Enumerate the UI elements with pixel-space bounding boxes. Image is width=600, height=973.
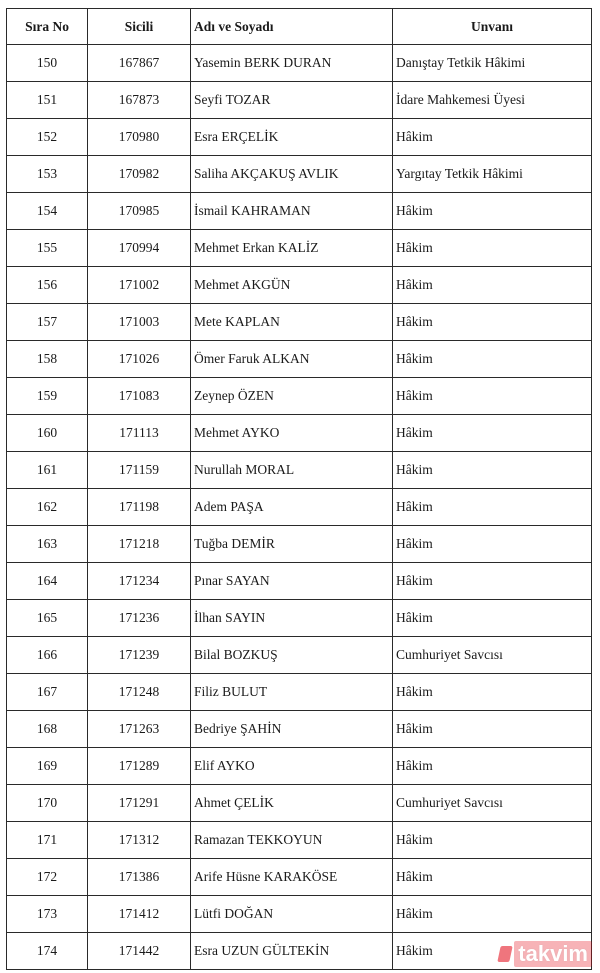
cell-sira-no: 174 (7, 933, 88, 970)
cell-sicili: 171026 (88, 341, 191, 378)
cell-sicili: 171159 (88, 452, 191, 489)
cell-unvani: Hâkim (393, 489, 592, 526)
table-row (7, 119, 592, 156)
cell-adi-soyadi: Mehmet AKGÜN (191, 267, 393, 304)
cell-sira-no: 171 (7, 822, 88, 859)
cell-sicili: 167867 (88, 45, 191, 82)
cell-sicili: 170980 (88, 119, 191, 156)
cell-adi-soyadi: Bedriye ŞAHİN (191, 711, 393, 748)
cell-sicili: 171234 (88, 563, 191, 600)
cell-unvani: Hâkim (393, 378, 592, 415)
table-row (7, 748, 592, 785)
cell-unvani: Hâkim (393, 822, 592, 859)
cell-unvani: Danıştay Tetkik Hâkimi (393, 45, 592, 82)
cell-unvani: Hâkim (393, 267, 592, 304)
header-sicili: Sicili (88, 9, 191, 45)
cell-sira-no: 160 (7, 415, 88, 452)
cell-adi-soyadi: Zeynep ÖZEN (191, 378, 393, 415)
cell-sira-no: 173 (7, 896, 88, 933)
table-row (7, 711, 592, 748)
cell-sira-no: 167 (7, 674, 88, 711)
cell-adi-soyadi: Filiz BULUT (191, 674, 393, 711)
cell-adi-soyadi: Esra ERÇELİK (191, 119, 393, 156)
table-row (7, 45, 592, 82)
cell-unvani: Hâkim (393, 452, 592, 489)
cell-sicili: 171236 (88, 600, 191, 637)
personnel-table (6, 8, 592, 970)
cell-adi-soyadi: Elif AYKO (191, 748, 393, 785)
table-row (7, 378, 592, 415)
cell-sira-no: 163 (7, 526, 88, 563)
cell-unvani: Hâkim (393, 896, 592, 933)
cell-sicili: 170985 (88, 193, 191, 230)
cell-sicili: 171003 (88, 304, 191, 341)
cell-sira-no: 152 (7, 119, 88, 156)
cell-sicili: 171289 (88, 748, 191, 785)
cell-unvani: Cumhuriyet Savcısı (393, 785, 592, 822)
cell-sira-no: 156 (7, 267, 88, 304)
cell-unvani: Hâkim (393, 563, 592, 600)
table-row (7, 563, 592, 600)
cell-adi-soyadi: Mete KAPLAN (191, 304, 393, 341)
cell-sicili: 171239 (88, 637, 191, 674)
cell-adi-soyadi: Mehmet Erkan KALİZ (191, 230, 393, 267)
table-body (7, 45, 592, 970)
table-row (7, 267, 592, 304)
cell-sira-no: 164 (7, 563, 88, 600)
table-row (7, 304, 592, 341)
cell-sicili: 171002 (88, 267, 191, 304)
table-row (7, 193, 592, 230)
cell-sicili: 170994 (88, 230, 191, 267)
cell-sicili: 171312 (88, 822, 191, 859)
cell-adi-soyadi: Lütfi DOĞAN (191, 896, 393, 933)
cell-sira-no: 157 (7, 304, 88, 341)
cell-unvani: Hâkim (393, 933, 592, 970)
table-row (7, 82, 592, 119)
table-row (7, 896, 592, 933)
cell-adi-soyadi: Mehmet AYKO (191, 415, 393, 452)
cell-unvani: Hâkim (393, 341, 592, 378)
cell-sira-no: 162 (7, 489, 88, 526)
table-row (7, 637, 592, 674)
table-row (7, 415, 592, 452)
cell-sira-no: 161 (7, 452, 88, 489)
table-row (7, 674, 592, 711)
table-row (7, 785, 592, 822)
cell-sira-no: 154 (7, 193, 88, 230)
cell-sira-no: 165 (7, 600, 88, 637)
cell-unvani: İdare Mahkemesi Üyesi (393, 82, 592, 119)
table-row (7, 230, 592, 267)
cell-sira-no: 168 (7, 711, 88, 748)
cell-sicili: 171218 (88, 526, 191, 563)
cell-sicili: 171263 (88, 711, 191, 748)
table-row (7, 489, 592, 526)
cell-unvani: Hâkim (393, 711, 592, 748)
cell-sicili: 171412 (88, 896, 191, 933)
cell-adi-soyadi: İsmail KAHRAMAN (191, 193, 393, 230)
cell-adi-soyadi: Esra UZUN GÜLTEKİN (191, 933, 393, 970)
cell-sicili: 171291 (88, 785, 191, 822)
table-row (7, 156, 592, 193)
cell-adi-soyadi: Pınar SAYAN (191, 563, 393, 600)
table-row (7, 859, 592, 896)
takvim-watermark (499, 941, 592, 967)
cell-sicili: 170982 (88, 156, 191, 193)
table-row (7, 341, 592, 378)
cell-unvani: Hâkim (393, 119, 592, 156)
cell-unvani: Hâkim (393, 748, 592, 785)
cell-sira-no: 166 (7, 637, 88, 674)
cell-sira-no: 158 (7, 341, 88, 378)
header-unvani: Unvanı (393, 9, 592, 45)
cell-unvani: Hâkim (393, 193, 592, 230)
cell-sicili: 171386 (88, 859, 191, 896)
cell-unvani: Hâkim (393, 600, 592, 637)
cell-sira-no: 170 (7, 785, 88, 822)
cell-unvani: Yargıtay Tetkik Hâkimi (393, 156, 592, 193)
cell-sira-no: 172 (7, 859, 88, 896)
cell-sicili: 171248 (88, 674, 191, 711)
cell-adi-soyadi: Saliha AKÇAKUŞ AVLIK (191, 156, 393, 193)
cell-sicili: 171442 (88, 933, 191, 970)
watermark-text: takvim (514, 941, 592, 967)
cell-adi-soyadi: Ahmet ÇELİK (191, 785, 393, 822)
cell-sicili: 167873 (88, 82, 191, 119)
table-row (7, 526, 592, 563)
cell-adi-soyadi: Seyfi TOZAR (191, 82, 393, 119)
table-row (7, 452, 592, 489)
cell-unvani: Hâkim (393, 304, 592, 341)
cell-unvani: Hâkim (393, 230, 592, 267)
cell-sicili: 171113 (88, 415, 191, 452)
table-row (7, 600, 592, 637)
cell-adi-soyadi: İlhan SAYIN (191, 600, 393, 637)
takvim-logo-icon (498, 946, 513, 962)
cell-unvani: Hâkim (393, 859, 592, 896)
cell-adi-soyadi: Bilal BOZKUŞ (191, 637, 393, 674)
cell-unvani: Hâkim (393, 415, 592, 452)
table-header-row (7, 9, 592, 45)
cell-adi-soyadi: Ramazan TEKKOYUN (191, 822, 393, 859)
cell-sira-no: 155 (7, 230, 88, 267)
cell-sira-no: 150 (7, 45, 88, 82)
header-sira-no: Sıra No (7, 9, 88, 45)
cell-sira-no: 153 (7, 156, 88, 193)
cell-sira-no: 159 (7, 378, 88, 415)
cell-unvani: Cumhuriyet Savcısı (393, 637, 592, 674)
cell-adi-soyadi: Ömer Faruk ALKAN (191, 341, 393, 378)
cell-sira-no: 169 (7, 748, 88, 785)
header-adi-soyadi: Adı ve Soyadı (191, 9, 393, 45)
cell-adi-soyadi: Nurullah MORAL (191, 452, 393, 489)
cell-adi-soyadi: Yasemin BERK DURAN (191, 45, 393, 82)
cell-adi-soyadi: Adem PAŞA (191, 489, 393, 526)
cell-unvani: Hâkim (393, 526, 592, 563)
cell-sira-no: 151 (7, 82, 88, 119)
cell-adi-soyadi: Arife Hüsne KARAKÖSE (191, 859, 393, 896)
table-row (7, 822, 592, 859)
cell-unvani: Hâkim (393, 674, 592, 711)
cell-adi-soyadi: Tuğba DEMİR (191, 526, 393, 563)
cell-sicili: 171083 (88, 378, 191, 415)
cell-sicili: 171198 (88, 489, 191, 526)
